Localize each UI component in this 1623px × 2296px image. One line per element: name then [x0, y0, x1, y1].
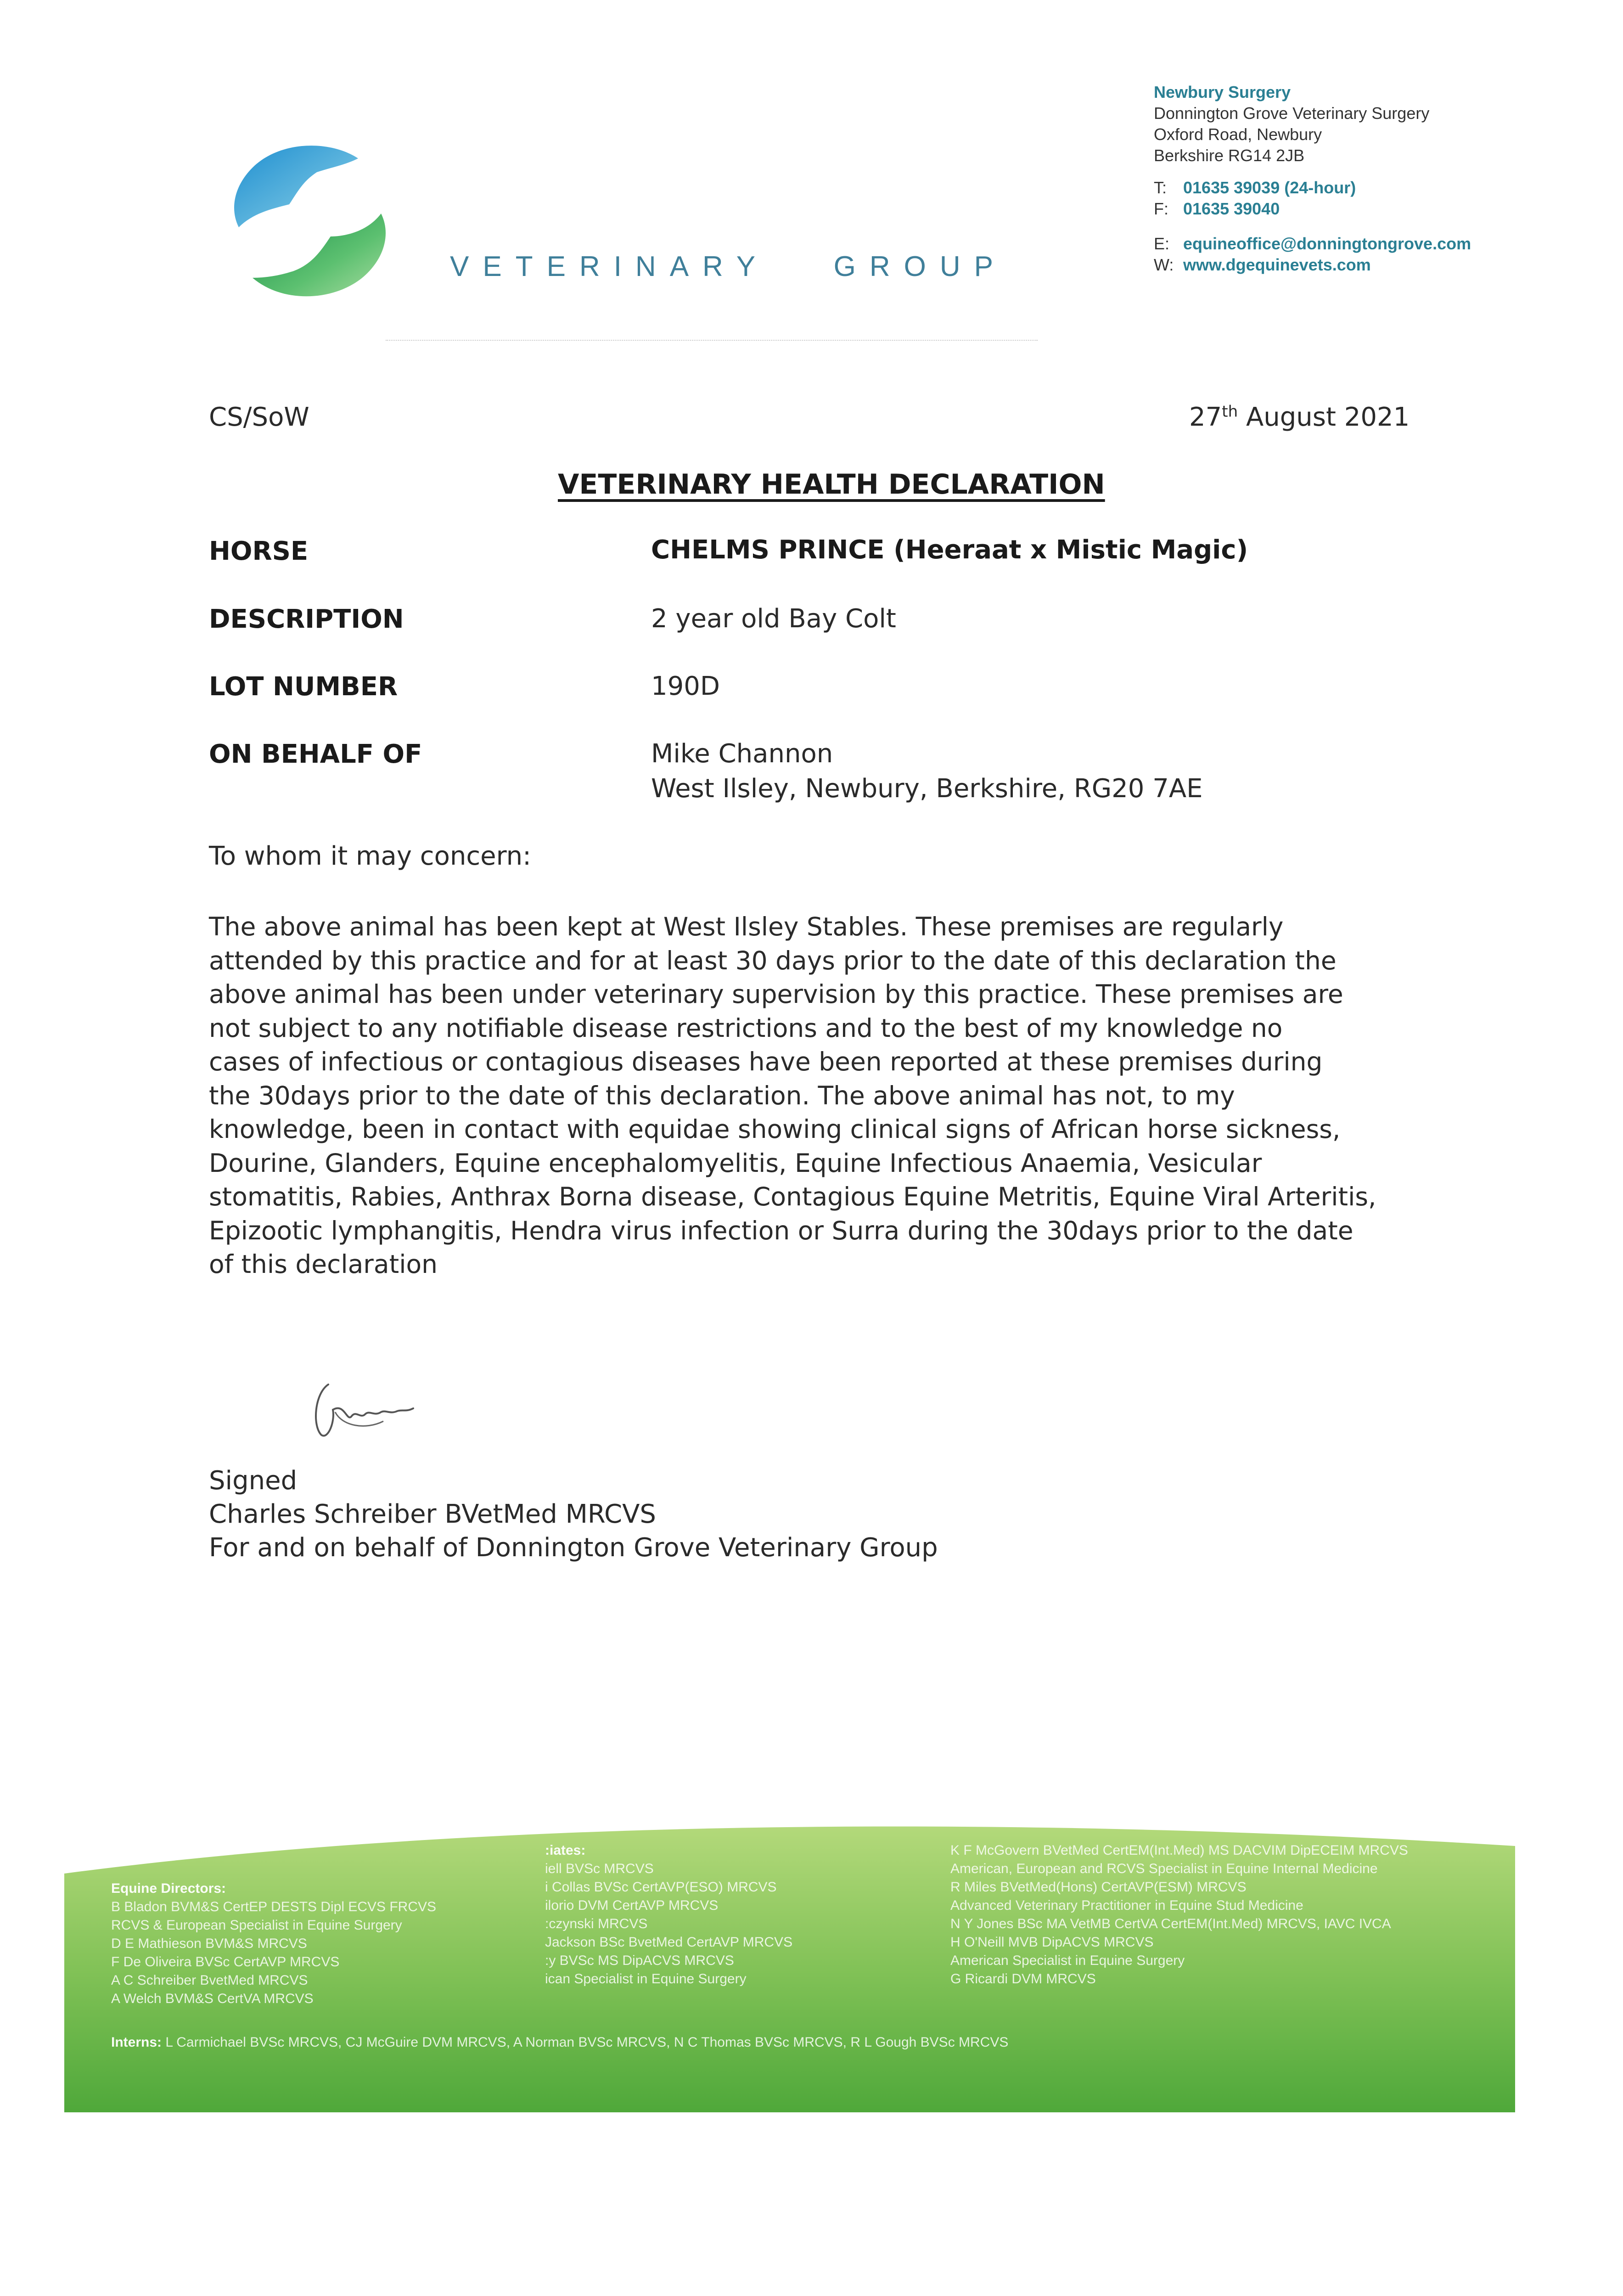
footer-line: :y BVSc MS DipACVS MRCVS	[545, 1953, 734, 1968]
footer-line: iell BVSc MRCVS	[545, 1861, 654, 1876]
signatory-name: Charles Schreiber BVetMed MRCVS	[209, 1499, 656, 1529]
website-link[interactable]: www.dgequinevets.com	[1183, 255, 1371, 274]
salutation: To whom it may concern:	[209, 841, 531, 871]
address-line-3: Berkshire RG14 2JB	[1154, 146, 1305, 165]
footer-line: A Welch BVM&S CertVA MRCVS	[111, 1991, 314, 2006]
date-day: 27	[1189, 402, 1222, 432]
address-line-2: Oxford Road, Newbury	[1154, 125, 1322, 144]
address-line-1: Donnington Grove Veterinary Surgery	[1154, 104, 1430, 123]
description-value: 2 year old Bay Colt	[651, 604, 896, 634]
date-month-year: August 2021	[1238, 402, 1410, 432]
associates-heading: :iates:	[545, 1843, 586, 1858]
fax-line	[1154, 198, 1471, 219]
email-line	[1154, 233, 1471, 254]
group-name: VETERINARY GROUP	[450, 251, 1007, 282]
horse-label: HORSE	[209, 536, 309, 566]
footer-line: ican Specialist in Equine Surgery	[545, 1971, 747, 1986]
veterinary-group-logo	[220, 140, 395, 305]
interns-list: L Carmichael BVSc MRCVS, CJ McGuire DVM MRCVS, A Norman BVSc MRCVS, N C Thomas BVSc MRCVS, R L Gough BVSc MRCVS	[162, 2035, 1009, 2050]
footer-line: :czynski MRCVS	[545, 1916, 648, 1931]
surgery-name: Newbury Surgery	[1154, 83, 1291, 101]
footer-line: G Ricardi DVM MRCVS	[950, 1971, 1096, 1986]
footer-line: K F McGovern BVetMed CertEM(Int.Med) MS DACVIM DipECEIM MRCVS	[950, 1843, 1408, 1858]
footer-line: American, European and RCVS Specialist in Equine Internal Medicine	[950, 1861, 1378, 1876]
signed-label: Signed	[209, 1466, 298, 1496]
footer-specialists	[950, 1841, 1408, 1988]
footer-interns	[111, 2033, 1008, 2052]
footer-line: Jackson BSc BvetMed CertAVP MRCVS	[545, 1935, 793, 1950]
fax-number: 01635 39040	[1183, 199, 1280, 218]
reference-code: CS/SoW	[209, 402, 309, 432]
email-label: E:	[1154, 234, 1170, 253]
phone-label: T:	[1154, 178, 1167, 197]
footer-line: American Specialist in Equine Surgery	[950, 1953, 1185, 1968]
phone-number[interactable]: 01635 39039 (24-hour)	[1183, 178, 1356, 197]
footer-line: ilorio DVM CertAVP MRCVS	[545, 1898, 719, 1913]
handwritten-signature	[301, 1366, 438, 1458]
date-suffix: th	[1222, 402, 1238, 421]
footer-line: N Y Jones BSc MA VetMB CertVA CertEM(Int.Med) MRCVS, IAVC IVCA	[950, 1916, 1391, 1931]
header-divider	[386, 340, 1038, 341]
declaration-line: attended by this practice and for at least 30 days prior to the date of this declaration the	[209, 945, 1337, 975]
owner-name: Mike Channon	[651, 739, 833, 769]
footer-line: i Collas BVSc CertAVP(ESO) MRCVS	[545, 1880, 777, 1895]
document-date	[1189, 402, 1410, 432]
footer-line: RCVS & European Specialist in Equine Surgery	[111, 1918, 402, 1933]
interns-label: Interns:	[111, 2035, 162, 2050]
declaration-line: above animal has been under veterinary supervision by this practice. These premises are	[209, 979, 1343, 1009]
email-link[interactable]: equineoffice@donningtongrove.com	[1183, 234, 1471, 253]
page-title: VETERINARY HEALTH DECLARATION	[558, 468, 1105, 501]
declaration-line: not subject to any notifiable disease restrictions and to the best of my knowledge no	[209, 1013, 1283, 1043]
owner-address: West Ilsley, Newbury, Berkshire, RG20 7AE	[651, 774, 1203, 804]
footer-associates	[545, 1841, 792, 1988]
declaration-paragraph	[209, 910, 1426, 1282]
footer-line: D E Mathieson BVM&S MRCVS	[111, 1936, 307, 1951]
declaration-line: the 30days prior to the date of this declaration. The above animal has not, to my	[209, 1080, 1235, 1110]
horse-value: CHELMS PRINCE (Heeraat x Mistic Magic)	[651, 535, 1248, 565]
declaration-line: stomatitis, Rabies, Anthrax Borna disease, Contagious Equine Metritis, Equine Viral Arteritis,	[209, 1182, 1376, 1211]
declaration-line: knowledge, been in contact with equidae showing clinical signs of African horse sickness,	[209, 1114, 1341, 1144]
declaration-line: Dourine, Glanders, Equine encephalomyelitis, Equine Infectious Anaemia, Vesicular	[209, 1148, 1262, 1178]
declaration-line: Epizootic lymphangitis, Hendra virus infection or Surra during the 30days prior to the date	[209, 1216, 1353, 1245]
footer-line: A C Schreiber BvetMed MRCVS	[111, 1973, 308, 1988]
website-line	[1154, 254, 1471, 276]
description-label: DESCRIPTION	[209, 604, 404, 634]
declaration-line: The above animal has been kept at West Ilsley Stables. These premises are regularly	[209, 912, 1284, 941]
footer-directors	[111, 1880, 436, 2008]
footer-line: Advanced Veterinary Practitioner in Equine Stud Medicine	[950, 1898, 1303, 1913]
web-label: W:	[1154, 255, 1174, 274]
lot-number-label: LOT NUMBER	[209, 672, 398, 702]
declaration-line: of this declaration	[209, 1249, 438, 1279]
on-behalf-of-value	[651, 737, 1203, 806]
directors-heading: Equine Directors:	[111, 1881, 226, 1896]
footer-line: B Bladon BVM&S CertEP DESTS Dipl ECVS FRCVS	[111, 1899, 437, 1914]
surgery-address-block	[1154, 82, 1471, 276]
footer-line: H O'Neill MVB DipACVS MRCVS	[950, 1935, 1154, 1950]
on-behalf-of-label: ON BEHALF OF	[209, 739, 422, 769]
on-behalf-line: For and on behalf of Donnington Grove Veterinary Group	[209, 1533, 938, 1563]
phone-line	[1154, 177, 1471, 198]
signature-block	[209, 1464, 938, 1564]
footer-line: F De Oliveira BVSc CertAVP MRCVS	[111, 1954, 340, 1970]
lot-number-value: 190D	[651, 671, 720, 701]
footer-line: R Miles BVetMed(Hons) CertAVP(ESM) MRCVS	[950, 1880, 1247, 1895]
declaration-line: cases of infectious or contagious diseases have been reported at these premises during	[209, 1047, 1323, 1076]
fax-label: F:	[1154, 199, 1168, 218]
